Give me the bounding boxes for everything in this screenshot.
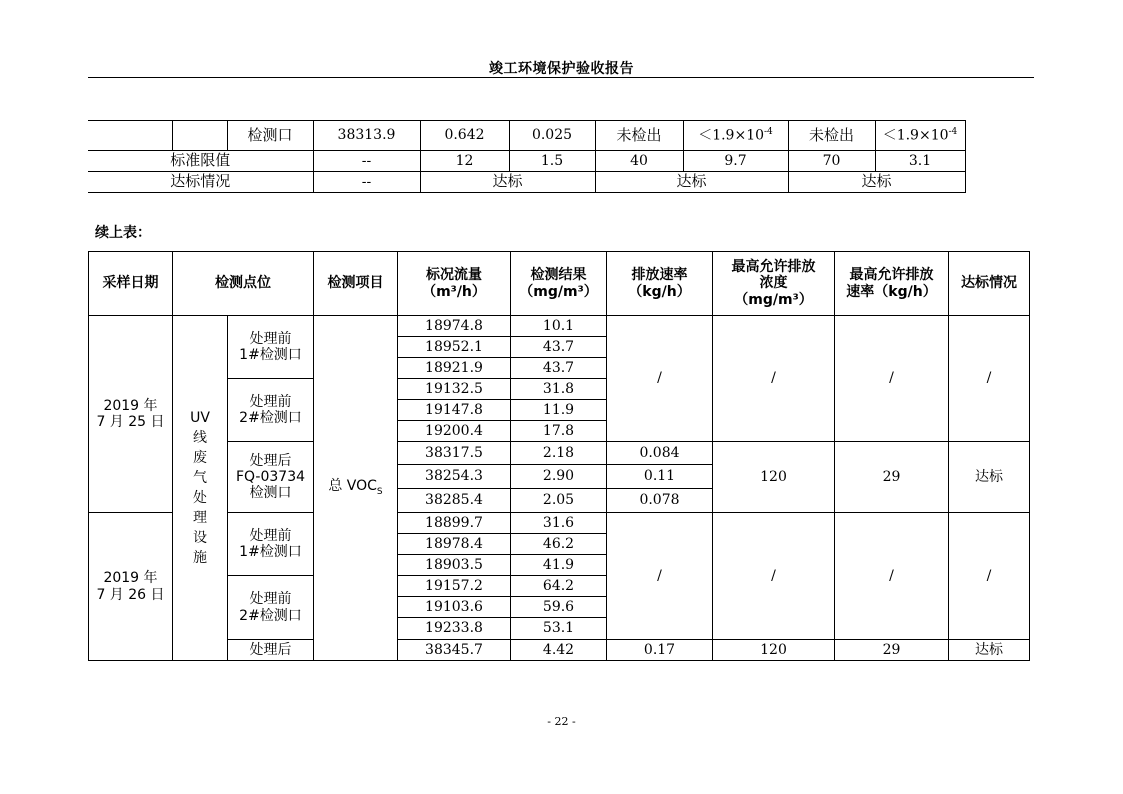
facility-name: UV线废气处理设施 [190, 410, 210, 566]
header-line: 浓度 [759, 275, 788, 292]
header-point: 检测点位 [173, 252, 314, 316]
status-cell: / [949, 316, 1030, 442]
max-rate-cell: 29 [835, 442, 949, 513]
header-max-rate [835, 252, 949, 316]
value-cell [875, 121, 965, 151]
header-line: 最高允许排放 [731, 259, 816, 276]
table-cell [172, 121, 227, 151]
point-line: 1#检测口 [239, 347, 302, 363]
header-date: 采样日期 [89, 252, 173, 316]
limit-cell: 12 [420, 151, 509, 172]
value-cell: 未检出 [595, 121, 683, 151]
result-cell: 11.9 [511, 400, 607, 421]
status-cell: 达标 [420, 172, 595, 193]
rate-cell: 0.078 [607, 489, 713, 513]
point-line: 处理前 [249, 527, 292, 544]
table-row [89, 316, 1030, 337]
value-cell: 0.025 [509, 121, 595, 151]
point-line: 检测口 [249, 485, 292, 502]
result-cell: 2.18 [511, 442, 607, 465]
value-text: ＜1.9×10 [882, 127, 949, 144]
status-label: 达标情况 [88, 172, 313, 193]
result-cell: 43.7 [511, 358, 607, 379]
value-cell: 38313.9 [313, 121, 420, 151]
result-cell: 64.2 [511, 576, 607, 597]
status-cell: 达标 [788, 172, 965, 193]
result-cell: 10.1 [511, 316, 607, 337]
max-rate-cell: / [835, 316, 949, 442]
status-cell: 达标 [949, 442, 1030, 513]
value-cell [683, 121, 788, 151]
date-line: 2019 年 [103, 397, 158, 414]
date-cell-day1 [89, 316, 173, 513]
report-header-title: 竣工环境保护验收报告 [489, 61, 634, 77]
result-cell: 59.6 [511, 597, 607, 618]
header-item: 检测项目 [314, 252, 398, 316]
continued-label: 续上表： [95, 225, 151, 241]
result-cell: 4.42 [511, 640, 607, 661]
point-pre2-day2 [228, 576, 314, 640]
header-flow [398, 252, 511, 316]
header-unit: （mg/m³） [519, 283, 598, 300]
flow-cell: 38254.3 [398, 465, 511, 489]
table-row [89, 442, 1030, 465]
table-row [88, 121, 965, 151]
rate-cell: 0.11 [607, 465, 713, 489]
result-cell: 43.7 [511, 337, 607, 358]
table-header-row [89, 252, 1030, 316]
header-unit: （kg/h） [628, 283, 691, 300]
point-line: 1#检测口 [239, 544, 302, 560]
flow-cell: 19157.2 [398, 576, 511, 597]
result-cell: 53.1 [511, 618, 607, 640]
status-cell: 达标 [595, 172, 788, 193]
point-pre2-day1 [228, 379, 314, 442]
flow-cell: 18978.4 [398, 534, 511, 555]
point-pre1-day1 [228, 316, 314, 379]
facility-cell [173, 316, 228, 661]
header-line: 标况流量 [426, 267, 482, 284]
result-cell: 2.90 [511, 465, 607, 489]
header-line: 排放速率 [631, 267, 688, 284]
flow-cell: 18952.1 [398, 337, 511, 358]
point-line: 2#检测口 [239, 607, 302, 624]
flow-cell: 38285.4 [398, 489, 511, 513]
flow-cell: 18903.5 [398, 555, 511, 576]
point-post-day2: 处理后 [228, 640, 314, 661]
status-cell: / [949, 513, 1030, 640]
flow-cell: 18921.9 [398, 358, 511, 379]
rate-cell: 0.084 [607, 442, 713, 465]
table-cell [88, 121, 172, 151]
table-row [88, 151, 965, 172]
point-label: 检测口 [227, 121, 313, 151]
result-cell: 46.2 [511, 534, 607, 555]
max-conc-cell: 120 [713, 442, 835, 513]
max-rate-cell: / [835, 513, 949, 640]
header-rule [88, 77, 1034, 78]
status-cell: 达标 [949, 640, 1030, 661]
value-cell: 未检出 [788, 121, 875, 151]
flow-cell: 38345.7 [398, 640, 511, 661]
header-max-conc [713, 252, 835, 316]
date-line: 2019 年 [103, 570, 158, 587]
header-line: 最高允许排放 [849, 267, 934, 284]
header-unit: （m³/h） [422, 283, 486, 300]
result-cell: 41.9 [511, 555, 607, 576]
header-rate [607, 252, 713, 316]
point-post-day1 [228, 442, 314, 513]
date-line: 7 月 25 日 [96, 414, 165, 430]
point-line: FQ-03734 [235, 468, 306, 485]
item-text: 总 VOC [328, 478, 377, 495]
limit-cell: -- [313, 151, 420, 172]
max-conc-cell: / [713, 316, 835, 442]
result-cell: 31.6 [511, 513, 607, 534]
result-cell: 17.8 [511, 421, 607, 442]
limit-cell: 9.7 [683, 151, 788, 172]
table-row [89, 513, 1030, 534]
point-line: 处理前 [249, 330, 292, 347]
value-text: ＜1.9×10 [698, 127, 765, 144]
header-line: 检测结果 [530, 267, 587, 284]
header-unit: （mg/m³） [734, 291, 813, 308]
result-cell: 2.05 [511, 489, 607, 513]
header-result [511, 252, 607, 316]
date-cell-day2 [89, 513, 173, 661]
table-row [88, 172, 965, 193]
exponent: -4 [764, 127, 773, 138]
flow-cell: 19103.6 [398, 597, 511, 618]
header-status: 达标情况 [949, 252, 1030, 316]
rate-cell: / [607, 513, 713, 640]
flow-cell: 19233.8 [398, 618, 511, 640]
page-number: - 22 - [547, 715, 576, 728]
max-rate-cell: 29 [835, 640, 949, 661]
header-unit: 速率（kg/h） [846, 283, 937, 300]
limit-cell: 3.1 [875, 151, 965, 172]
limit-cell: 1.5 [509, 151, 595, 172]
rate-cell: / [607, 316, 713, 442]
flow-cell: 19132.5 [398, 379, 511, 400]
point-line: 处理后 [249, 452, 292, 469]
max-conc-cell: / [713, 513, 835, 640]
limit-label: 标准限值 [88, 151, 313, 172]
date-line: 7 月 26 日 [96, 586, 165, 603]
flow-cell: 19147.8 [398, 400, 511, 421]
max-conc-cell: 120 [713, 640, 835, 661]
value-cell: 0.642 [420, 121, 509, 151]
flow-cell: 38317.5 [398, 442, 511, 465]
rate-cell: 0.17 [607, 640, 713, 661]
item-subscript: S [376, 487, 383, 498]
table-previous-fragment [88, 120, 966, 193]
item-cell [314, 316, 398, 661]
exponent: -4 [948, 127, 958, 138]
voc-monitoring-table [88, 251, 1030, 661]
flow-cell: 18974.8 [398, 316, 511, 337]
status-cell: -- [313, 172, 420, 193]
result-cell: 31.8 [511, 379, 607, 400]
point-pre1-day2 [228, 513, 314, 576]
point-line: 处理前 [249, 591, 292, 608]
point-line: 处理前 [249, 393, 292, 410]
flow-cell: 19200.4 [398, 421, 511, 442]
flow-cell: 18899.7 [398, 513, 511, 534]
table-row [89, 640, 1030, 661]
limit-cell: 40 [595, 151, 683, 172]
limit-cell: 70 [788, 151, 875, 172]
point-line: 2#检测口 [239, 410, 302, 426]
